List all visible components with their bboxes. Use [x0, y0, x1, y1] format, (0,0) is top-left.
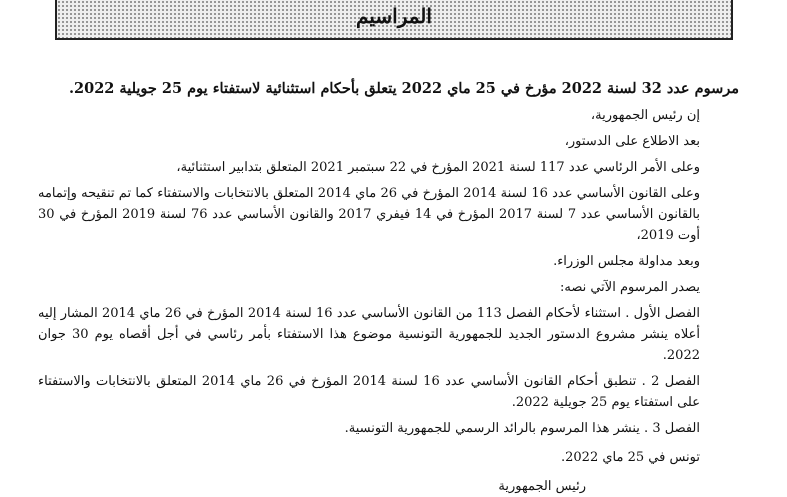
decree-title: مرسوم عدد 32 لسنة 2022 مؤرخ في 25 ماي 2022 يتعلق بأحكام استثنائية لاستفتاء يوم 25 جويلية 2022.: [68, 80, 739, 97]
decree-preamble-line: بعد الاطلاع على الدستور،: [564, 134, 700, 149]
decree-preamble-line: وعلى الأمر الرئاسي عدد 117 لسنة 2021 المؤرخ في 22 سبتمبر 2021 المتعلق بتدابير استثنائية،: [176, 160, 700, 175]
decree-signature: رئيس الجمهورية: [498, 479, 586, 494]
decree-preamble-line: يصدر المرسوم الآتي نصه:: [559, 280, 700, 295]
decree-preamble-line: وعلى القانون الأساسي عدد 16 لسنة 2014 المؤرخ في 26 ماي 2014 المتعلق بالانتخابات والاستفتاء كما تم تنقيحه وإتمامه بالقانون الأساسي عدد 7 لسنة 2017 المؤرخ في 14 فيفري 2017 والقانون الأساسي عدد 76 لسنة 2019 المؤرخ في 30 أوت 2019،: [38, 186, 701, 243]
section-title: المراسيم: [356, 4, 432, 28]
decree-article-3: الفصل 3 . ينشر هذا المرسوم بالرائد الرسمي للجمهورية التونسية.: [344, 421, 700, 436]
decree-article-2: الفصل 2 . تنطبق أحكام القانون الأساسي عدد 16 لسنة 2014 المؤرخ في 26 ماي 2014 المتعلق بالانتخابات والاستفتاء على استفتاء يوم 25 جويلية 2022.: [38, 374, 700, 410]
decree-preamble-line: وبعد مداولة مجلس الوزراء.: [553, 254, 700, 269]
decree-place-date: تونس في 25 ماي 2022.: [561, 450, 700, 465]
decree-document: [38, 78, 739, 497]
header-banner: [55, 0, 733, 40]
decree-preamble-line: إن رئيس الجمهورية،: [590, 108, 700, 123]
decree-article-1: الفصل الأول . استثناء لأحكام الفصل 113 من القانون الأساسي عدد 16 لسنة 2014 المؤرخ في 26 ماي 2014 المشار إليه أعلاه ينشر مشروع الدستور الجديد للجمهورية التونسية موضوع هذا الاستفتاء بأمر رئاسي في أجل أقصاه يوم 30 جوان 2022.: [38, 306, 701, 363]
